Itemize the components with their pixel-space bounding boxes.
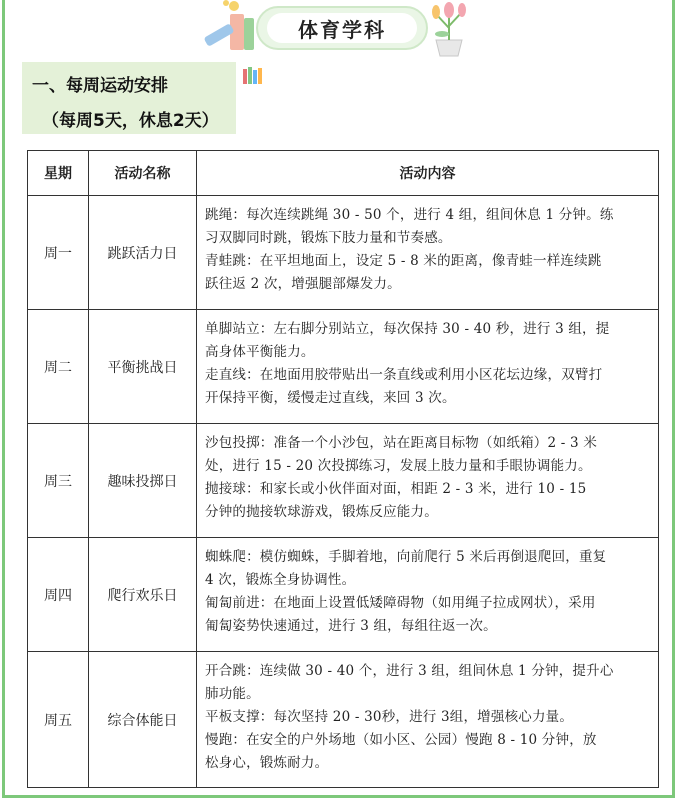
header-activity-name: 活动名称 xyxy=(89,151,197,196)
content-line: 分钟的抛接软球游戏，锻炼反应能力。 xyxy=(205,504,438,520)
table-header-row xyxy=(28,151,659,196)
content-line: 开合跳：连续做 30 - 40 个，进行 3 组，组间休息 1 分钟，提升心 xyxy=(205,663,614,679)
content-line: 匍匐前进：在地面上设置低矮障碍物（如用绳子拉成网状），采用 xyxy=(205,595,596,611)
content-line: 慢跑：在安全的户外场地（如小区、公园）慢跑 8 - 10 分钟，放 xyxy=(205,732,597,748)
books-icon xyxy=(242,66,266,84)
content-line: 处，进行 15 - 20 次投掷练习，发展上肢力量和手眼协调能力。 xyxy=(205,458,592,474)
content-line: 跳绳：每次连续跳绳 30 - 50 个，进行 4 组，组间休息 1 分钟。练 xyxy=(205,207,614,223)
content-line: 高身体平衡能力。 xyxy=(205,344,315,360)
content-line: 平板支撑：每次坚持 20 - 30秒，进行 3组，增强核心力量。 xyxy=(205,709,574,725)
activity-content-cell xyxy=(197,652,659,788)
table-row xyxy=(28,310,659,424)
day-cell: 周一 xyxy=(28,196,89,310)
table-row xyxy=(28,652,659,788)
activity-name-cell: 平衡挑战日 xyxy=(89,310,197,424)
table-row xyxy=(28,196,659,310)
table-row xyxy=(28,538,659,652)
flower-pot-icon xyxy=(424,0,474,58)
content-line: 习双脚同时跳，锻炼下肢力量和节奏感。 xyxy=(205,230,452,246)
schedule-table xyxy=(27,150,659,788)
content-line: 抛接球：和家长或小伙伴面对面，相距 2 - 3 米，进行 10 - 15 xyxy=(205,481,587,497)
activity-content-cell xyxy=(197,310,659,424)
activity-name-cell: 爬行欢乐日 xyxy=(89,538,197,652)
activity-name-cell: 跳跃活力日 xyxy=(89,196,197,310)
content-line: 跃往返 2 次，增强腿部爆发力。 xyxy=(205,276,401,292)
title-badge xyxy=(256,6,428,50)
day-cell: 周五 xyxy=(28,652,89,788)
header-day: 星期 xyxy=(28,151,89,196)
pencil-ruler-icon xyxy=(200,0,260,55)
content-line: 肺功能。 xyxy=(205,686,260,702)
content-line: 松身心，锻炼耐力。 xyxy=(205,755,329,771)
section-title: 一、每周运动安排 xyxy=(32,76,168,96)
section-heading xyxy=(22,62,236,134)
page-title: 体育学科 xyxy=(267,13,417,43)
day-cell: 周二 xyxy=(28,310,89,424)
content-line: 匍匐姿势快速通过，进行 3 组，每组往返一次。 xyxy=(205,618,497,634)
activity-content-cell xyxy=(197,424,659,538)
content-line: 单脚站立：左右脚分别站立，每次保持 30 - 40 秒，进行 3 组，提 xyxy=(205,321,610,337)
content-line: 走直线：在地面用胶带贴出一条直线或利用小区花坛边缘，双臂打 xyxy=(205,367,603,383)
activity-content-cell xyxy=(197,538,659,652)
section-subtitle: （每周5天，休息2天） xyxy=(42,111,219,131)
day-cell: 周三 xyxy=(28,424,89,538)
activity-name-cell: 趣味投掷日 xyxy=(89,424,197,538)
content-line: 沙包投掷：准备一个小沙包，站在距离目标物（如纸箱）2 - 3 米 xyxy=(205,435,598,451)
content-line: 青蛙跳：在平坦地面上，设定 5 - 8 米的距离，像青蛙一样连续跳 xyxy=(205,253,602,269)
day-cell: 周四 xyxy=(28,538,89,652)
activity-name-cell: 综合体能日 xyxy=(89,652,197,788)
activity-content-cell xyxy=(197,196,659,310)
content-line: 4 次，锻炼全身协调性。 xyxy=(205,572,356,588)
content-line: 蜘蛛爬：模仿蜘蛛，手脚着地，向前爬行 5 米后再倒退爬回，重复 xyxy=(205,549,607,565)
header-activity-content: 活动内容 xyxy=(197,151,659,196)
table-row xyxy=(28,424,659,538)
content-line: 开保持平衡，缓慢走过直线，来回 3 次。 xyxy=(205,390,456,406)
